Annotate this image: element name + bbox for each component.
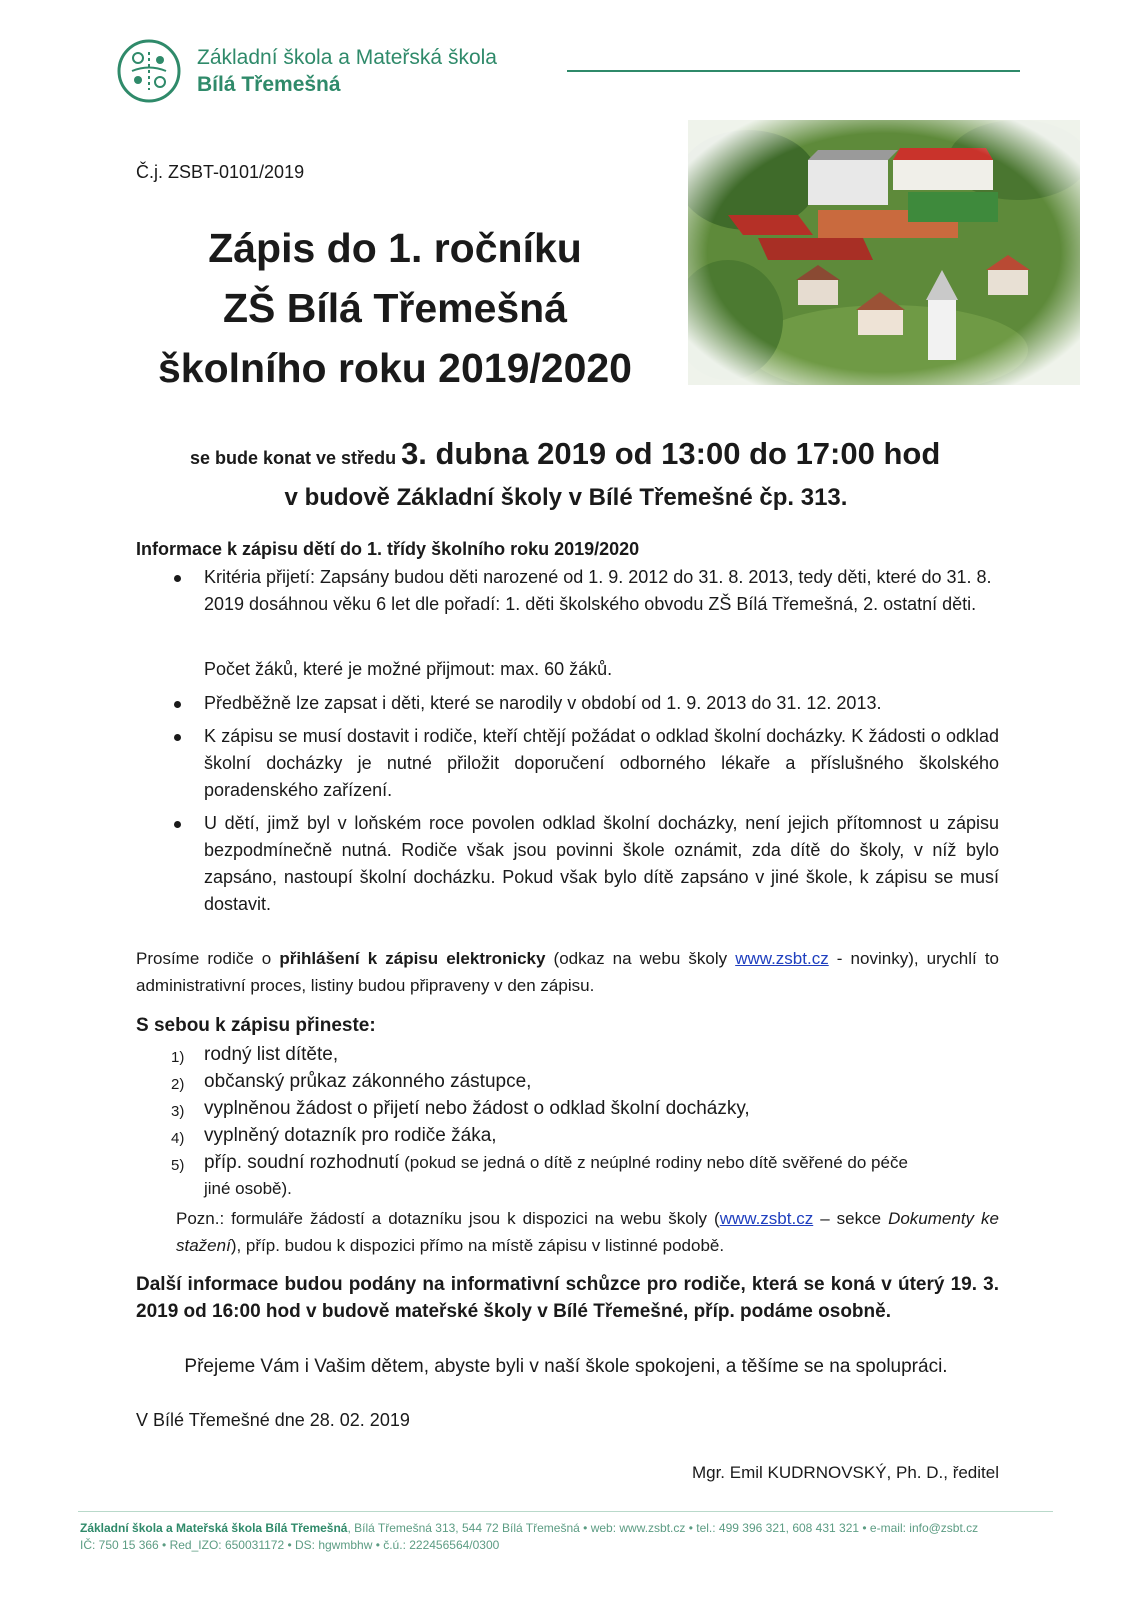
school-website-link[interactable]: www.zsbt.cz <box>719 1209 814 1228</box>
list-item <box>204 1152 908 1174</box>
school-aerial-photo <box>688 120 1080 385</box>
list-item-number: 5) <box>171 1157 185 1174</box>
footer-line2: IČ: 750 15 366 • Red_IZO: 650031172 • DS: hgwmbhw • č.ú.: 222456564/0300 <box>80 1538 500 1552</box>
list-item-text: příp. soudní rozhodnutí <box>204 1152 400 1173</box>
bullet-icon <box>174 575 181 582</box>
place-and-date: V Bílé Třemešné dne 28. 02. 2019 <box>136 1410 410 1430</box>
bullet-icon <box>174 734 181 741</box>
deferred-children-note: U dětí, jimž byl v loňském roce povolen odklad školní docházky, není jejich přítomnost u zápisu bezpodmínečně nutná. Rodiče však jsou povinni škole oznámit, zda dítě do školy, v níž bylo zapsáno, nastoupí školní docházku. Pokud však bylo dítě zapsáno v jiné škole, k zápisu se musí dostavit. <box>204 813 999 914</box>
event-datetime-value: 3. dubna 2019 od 13:00 do 17:00 hod <box>401 436 941 471</box>
school-name-line2: Bílá Třemešná <box>197 73 341 96</box>
note-text-2: – sekce <box>813 1209 889 1228</box>
event-datetime-prefix: se bude konat ve středu <box>190 448 402 468</box>
title-line3: školního roku 2019/2020 <box>157 345 632 391</box>
reference-number: Č.j. ZSBT-0101/2019 <box>136 162 305 182</box>
online-text-3: - novinky), urychlí to administrativní proces, listiny budou připraveny v den zápisu. <box>136 949 999 995</box>
capacity-note: Počet žáků, které je možné přijmout: max. 60 žáků. <box>204 659 613 679</box>
list-item: vyplněnou žádost o přijetí nebo žádost o odklad školní docházky, <box>204 1098 750 1119</box>
list-item-note: (pokud se jedná o dítě z neúplné rodiny nebo dítě svěřené do péče <box>399 1153 908 1172</box>
info-heading: Informace k zápisu dětí do 1. třídy školního roku 2019/2020 <box>136 539 640 559</box>
note-documents-section: Dokumenty ke stažení <box>176 1209 999 1255</box>
school-website-link[interactable]: www.zsbt.cz <box>735 949 829 968</box>
footer-divider <box>78 1511 1053 1512</box>
school-name-line1: Základní škola a Mateřská škola <box>197 46 497 69</box>
preliminary-enrolment: Předběžně lze zapsat i děti, které se narodily v období od 1. 9. 2013 do 31. 12. 2013. <box>204 693 882 713</box>
signature: Mgr. Emil KUDRNOVSKÝ, Ph. D., ředitel <box>691 1463 999 1482</box>
forms-note <box>176 1205 999 1259</box>
list-item: vyplněný dotazník pro rodiče žáka, <box>204 1125 497 1146</box>
parents-meeting-info: Další informace budou podány na informativní schůzce pro rodiče, která se koná v úterý 19. 3. 2019 od 16:00 hod v budově mateřské školy v Bílé Třemešné, příp. podáme osobně. <box>136 1274 999 1322</box>
online-text-2: (odkaz na webu školy <box>545 949 736 968</box>
school-name <box>197 44 497 98</box>
list-item-note-continuation: jiné osobě). <box>204 1179 292 1198</box>
event-datetime <box>190 436 940 472</box>
list-item-number: 1) <box>171 1049 185 1066</box>
deferral-request-note: K zápisu se musí dostavit i rodiče, kteří chtějí požádat o odklad školní docházky. K žádosti o odklad školní docházky je nutné přiložit doporučení odborného lékaře a příslušného školského poradenského zařízení. <box>204 726 999 800</box>
note-text-1: Pozn.: formuláře žádostí a dotazníku jsou k dispozici na webu školy ( <box>176 1209 720 1228</box>
list-item-number: 4) <box>171 1130 185 1147</box>
list-item: občanský průkaz zákonného zástupce, <box>204 1071 532 1092</box>
list-item-number: 2) <box>171 1076 185 1093</box>
admission-criteria: Kritéria přijetí: Zapsány budou děti narozené od 1. 9. 2012 do 31. 8. 2013, tedy děti, které do 31. 8. 2019 dosáhnou věku 6 let dle pořadí: 1. děti školského obvodu ZŠ Bílá Třemešná, 2. ostatní děti. <box>204 567 992 614</box>
bullet-icon <box>174 701 181 708</box>
closing-wish: Přejeme Vám i Vašim dětem, abyste byli v naší škole spokojeni, a těšíme se na spolupráci. <box>184 1356 948 1377</box>
footer <box>80 1520 1055 1554</box>
bullet-icon <box>174 821 181 828</box>
online-registration-note <box>136 945 999 999</box>
bring-list-heading: S sebou k zápisu přineste: <box>136 1015 376 1036</box>
page-title <box>120 218 670 398</box>
header-divider <box>567 70 1020 72</box>
event-place: v budově Základní školy v Bílé Třemešné čp. 313. <box>284 484 848 511</box>
online-text-1: Prosíme rodiče o <box>136 949 280 968</box>
note-text-3: ), příp. budou k dispozici přímo na místě zápisu v listinné podobě. <box>230 1236 725 1255</box>
online-text-bold: přihlášení k zápisu elektronicky <box>279 949 546 968</box>
footer-school-name: Základní škola a Mateřská škola Bílá Třemešná <box>80 1521 348 1535</box>
title-line1: Zápis do 1. ročníku <box>208 225 582 271</box>
school-logo-icon <box>116 38 182 104</box>
title-line2: ZŠ Bílá Třemešná <box>222 285 568 331</box>
footer-line1 <box>80 1520 1055 1537</box>
list-item: rodný list dítěte, <box>204 1044 339 1065</box>
list-item-number: 3) <box>171 1103 185 1120</box>
footer-contacts: , Bílá Třemešná 313, 544 72 Bílá Třemešná • web: www.zsbt.cz • tel.: 499 396 321, 608 431 321 • e-mail: info@zsbt.cz <box>347 1521 979 1535</box>
